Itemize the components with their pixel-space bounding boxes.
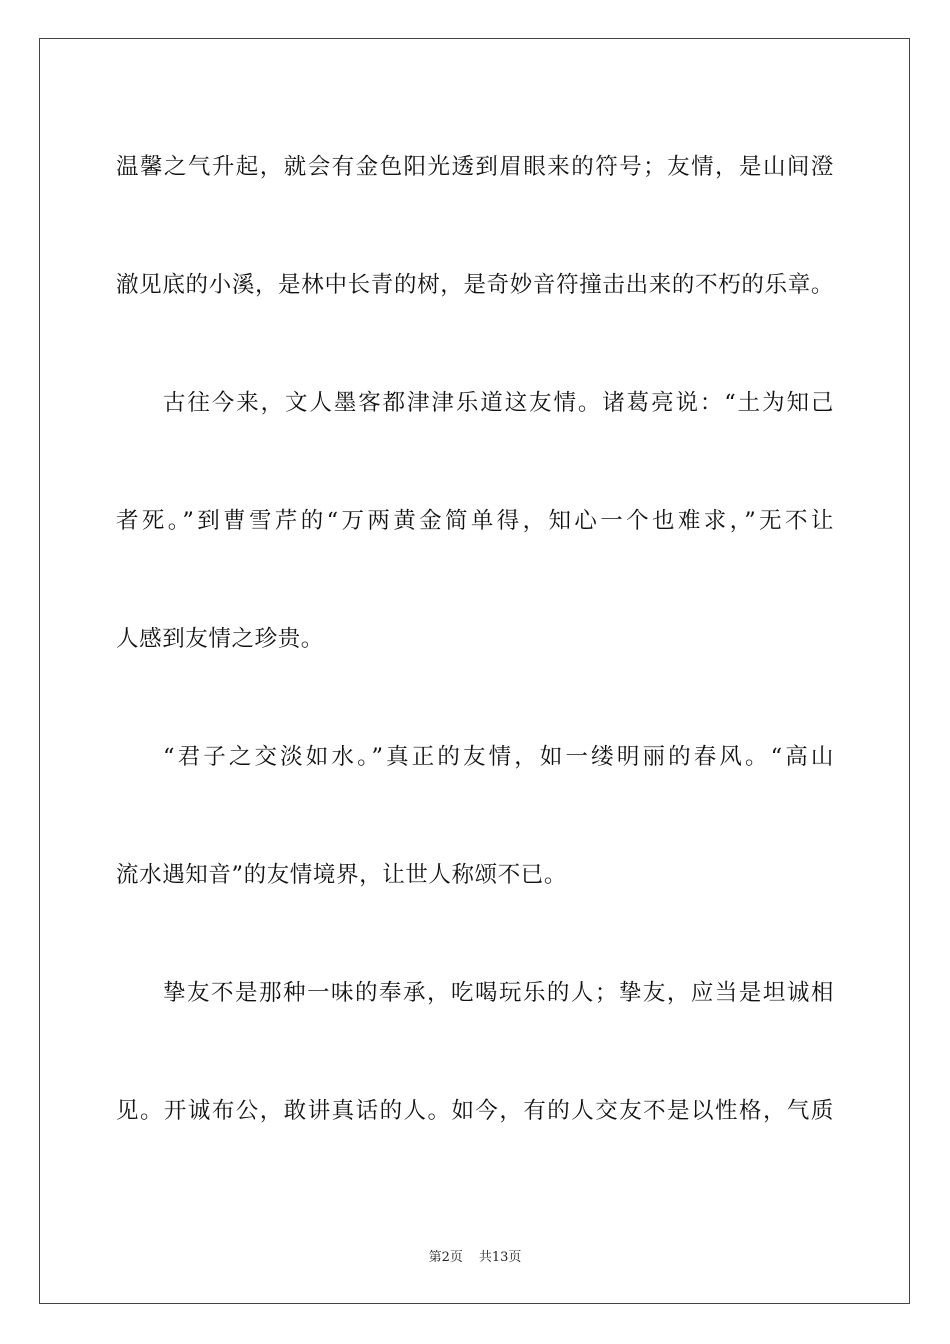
text-line-6-content: “君子之交淡如水。”真正的友情，如一缕明丽的春风。“高山 (163, 744, 837, 770)
text-line-1 (116, 137, 835, 197)
text-line-6 (116, 727, 837, 787)
text-line-1-content: 温馨之气升起，就会有金色阳光透到眉眼来的符号；友情，是山间澄 (116, 154, 835, 180)
page-number: 第2页 (428, 1250, 463, 1265)
text-line-4-content: 者死。”到曹雪芹的“万两黄金简单得，知心一个也难求，”无不让 (116, 508, 837, 534)
text-line-7-content: 流水遇知音”的友情境界，让世人称颂不已。 (116, 862, 568, 888)
text-line-3-content: 古往今来，文人墨客都津津乐道这友情。诸葛亮说：“土为知己 (163, 390, 836, 416)
text-line-8-content: 挚友不是那种一味的奉承，吃喝玩乐的人；挚友，应当是坦诚相 (163, 980, 835, 1006)
page-footer (0, 1246, 950, 1265)
text-line-9 (116, 1081, 835, 1141)
text-line-5 (116, 609, 324, 669)
text-line-9-content: 见。开诚布公，敢讲真话的人。如今，有的人交友不是以性格，气质 (116, 1098, 835, 1124)
text-line-8 (116, 963, 835, 1023)
text-line-5-content: 人感到友情之珍贵。 (116, 626, 324, 652)
text-line-2 (116, 255, 834, 315)
text-line-2-content: 澈见底的小溪，是林中长青的树，是奇妙音符撞击出来的不朽的乐章。 (116, 272, 835, 298)
page-total: 共13页 (478, 1250, 522, 1265)
text-line-3 (116, 373, 835, 433)
text-line-4 (116, 491, 837, 551)
text-line-7 (116, 845, 567, 905)
